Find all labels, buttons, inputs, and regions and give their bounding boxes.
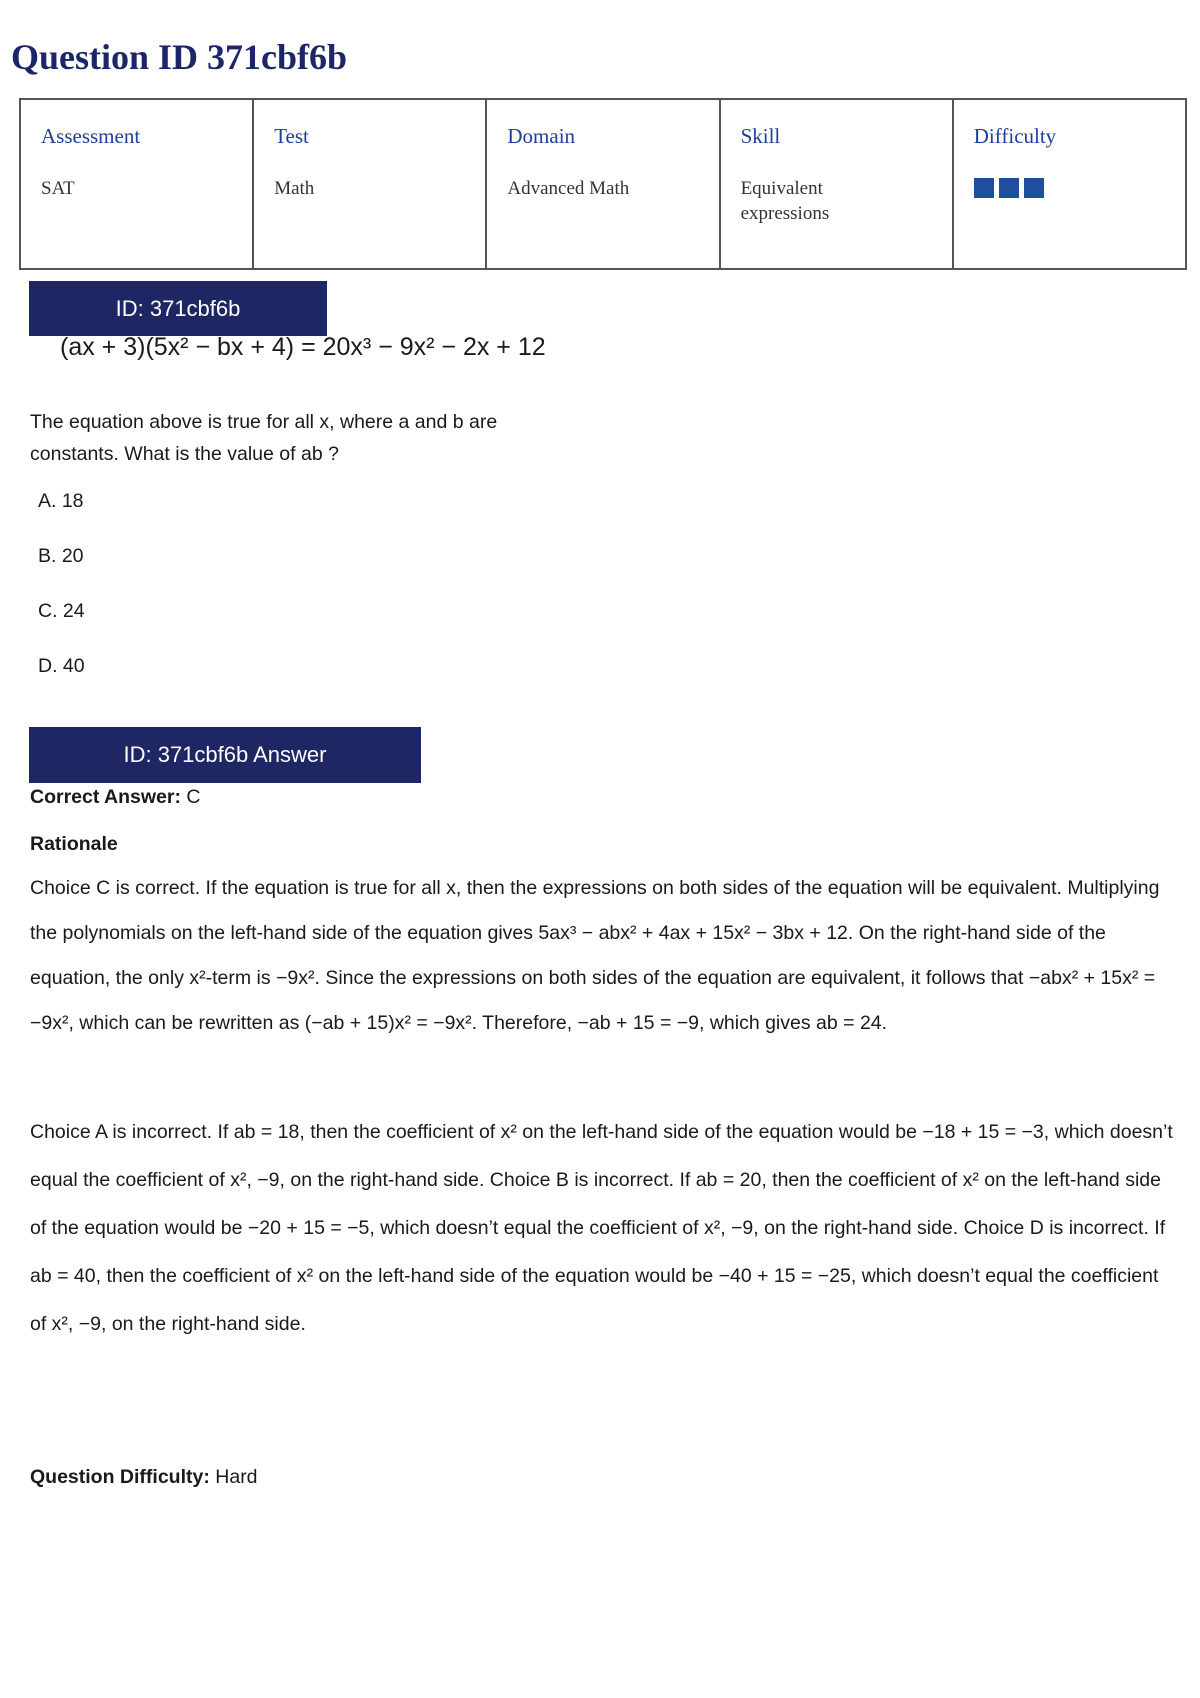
meta-cell-domain <box>486 99 719 269</box>
difficulty-bar <box>974 178 994 198</box>
choice-b: B. 20 <box>38 545 84 567</box>
meta-value-test: Math <box>274 178 315 199</box>
rationale-text-correct: Choice C is correct. If the equation is true for all x, then the expressions on both sides of the equation will be equivalent. Multiplying the polynomials on the left-hand side of the equation gives 5ax³ − abx² + 4ax + 15x² − 3bx + 12. On the right-hand side of the equation, the only x²-term is −9x². Since the expressions on both sides of the equation are equivalent, it follows that −abx² + 15x² = −9x², which can be rewritten as (−ab + 15)x² = −9x². Therefore, −ab + 15 = −9, which gives ab = 24. <box>30 877 1160 1034</box>
metadata-table <box>19 98 1187 270</box>
meta-header-test: Test <box>274 124 309 148</box>
answer-choices <box>38 486 85 706</box>
meta-cell-difficulty <box>953 99 1186 269</box>
rationale-heading: Rationale <box>30 833 118 855</box>
meta-header-difficulty: Difficulty <box>973 124 1057 148</box>
meta-cell-skill <box>720 99 953 269</box>
page-title: Question ID 371cbf6b <box>11 37 348 77</box>
meta-header-domain: Domain <box>507 124 576 148</box>
difficulty-bars <box>974 178 1165 198</box>
meta-header-assessment: Assessment <box>41 124 141 148</box>
rationale-paragraph-incorrect <box>30 1108 1180 1348</box>
question-difficulty-label: Question Difficulty: <box>30 1466 210 1488</box>
meta-cell-test <box>253 99 486 269</box>
answer-banner: ID: 371cbf6b Answer <box>29 727 421 783</box>
difficulty-bar <box>1024 178 1044 198</box>
rationale-text-incorrect: Choice A is incorrect. If ab = 18, then the coefficient of x² on the left-hand side of the equation would be −18 + 15 = −3, which doesn’t equal the coefficient of x², −9, on the right-hand side. Choice B is incorrect. If ab = 20, then the coefficient of x² on the left-hand side of the equation would be −20 + 15 = −5, which doesn’t equal the coefficient of x², −9, on the right-hand side. Choice D is incorrect. If ab = 40, then the coefficient of x² on the left-hand side of the equation would be −40 + 15 = −25, which doesn’t equal the coefficient of x², −9, on the right-hand side. <box>30 1121 1173 1335</box>
meta-cell-assessment <box>20 99 253 269</box>
rationale-paragraph-correct <box>30 866 1180 1046</box>
meta-value-domain: Advanced Math <box>507 178 630 199</box>
question-difficulty-value: Hard <box>215 1466 258 1488</box>
question-difficulty <box>30 1466 258 1489</box>
correct-answer-value: C <box>186 786 201 808</box>
correct-answer-label: Correct Answer: <box>30 786 181 808</box>
question-id-banner: ID: 371cbf6b <box>29 281 327 336</box>
correct-answer <box>30 786 201 809</box>
difficulty-bar <box>999 178 1019 198</box>
meta-header-skill: Skill <box>740 124 781 148</box>
meta-value-assessment: SAT <box>41 178 75 199</box>
question-text: The equation above is true for all x, where a and b are constants. What is the value of ab ? <box>30 411 498 465</box>
choice-a: A. 18 <box>38 490 84 512</box>
choice-c: C. 24 <box>38 600 85 622</box>
choice-d: D. 40 <box>38 655 85 677</box>
question-equation: (ax + 3)(5x² − bx + 4) = 20x³ − 9x² − 2x + 12 <box>60 333 546 361</box>
meta-value-skill: Equivalent expressions <box>740 178 830 224</box>
